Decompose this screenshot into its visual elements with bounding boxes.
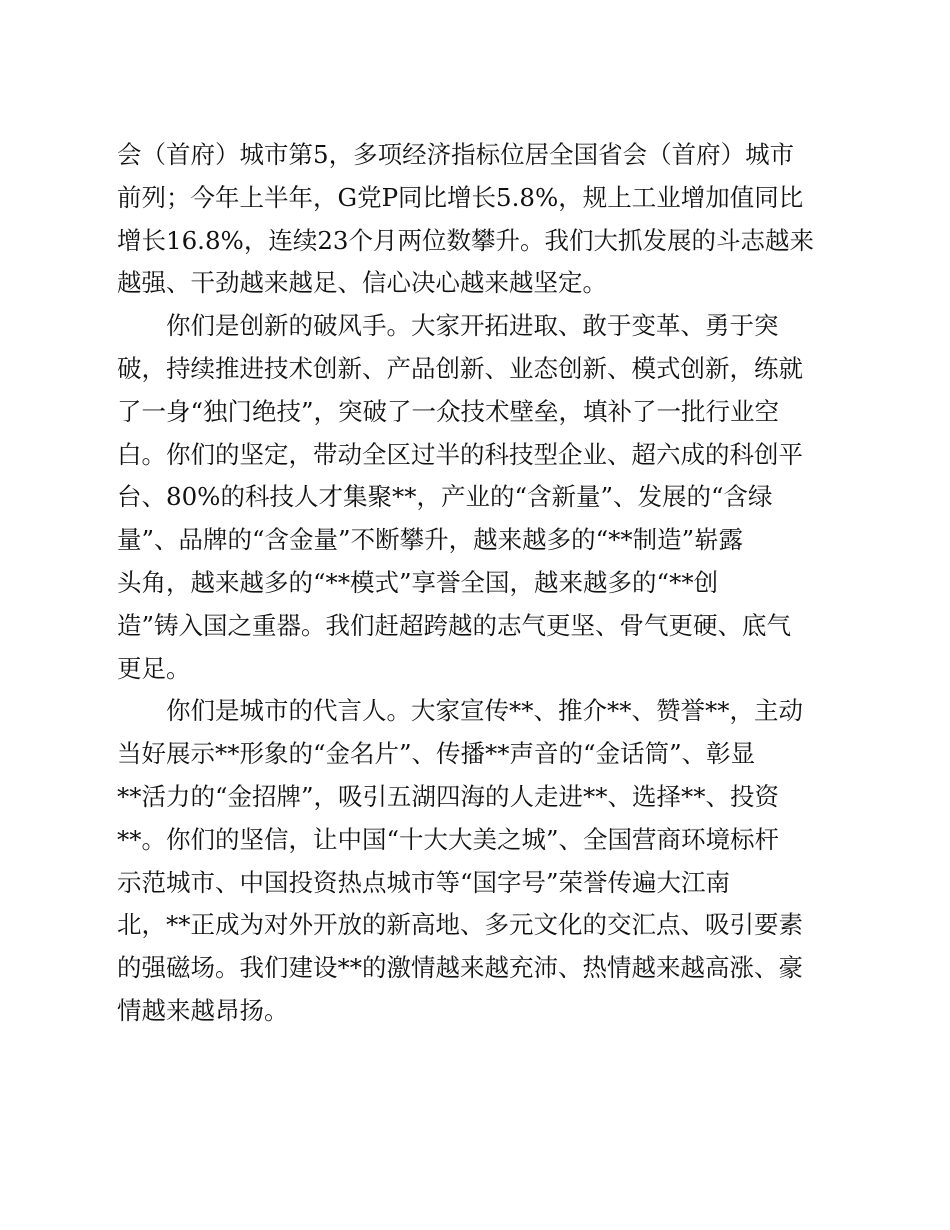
text-line: 增长16.8%，连续23个月两位数攀升。我们大抓发展的斗志越来 — [117, 225, 815, 255]
text-line: 头角，越来越多的“**模式”享誉全国，越来越多的“**创 — [117, 567, 719, 597]
text-line: 的强磁场。我们建设**的激情越来越充沛、热情越来越高涨、豪 — [117, 953, 803, 983]
text-line: 破，持续推进技术创新、产品创新、业态创新、模式创新，练就 — [117, 353, 803, 383]
text-line: 你们是创新的破风手。大家开拓进取、敢于变革、勇于突 — [166, 311, 779, 341]
text-line: 白。你们的坚定，带动全区过半的科技型企业、超六成的科创平 — [117, 439, 803, 469]
paragraph-1 — [117, 134, 817, 305]
text-line: 更足。 — [117, 653, 191, 683]
text-line: 你们是城市的代言人。大家宣传**、推介**、赞誉**，主动 — [166, 696, 803, 726]
text-line: 北，**正成为对外开放的新高地、多元文化的交汇点、吸引要素 — [117, 910, 803, 940]
paragraph-2 — [117, 305, 817, 690]
text-line: 越强、干劲越来越足、信心决心越来越坚定。 — [117, 268, 607, 298]
text-line: **活力的“金招牌”，吸引五湖四海的人走进**、选择**、投资 — [117, 781, 780, 811]
text-line: 台、80%的科技人才集聚**，产业的“含新量”、发展的“含绿 — [117, 482, 773, 512]
text-line: 当好展示**形象的“金名片”、传播**声音的“金话筒”、彰显 — [117, 739, 756, 769]
text-line: 情越来越昂扬。 — [117, 995, 289, 1025]
body-text — [117, 134, 817, 1033]
paragraph-3 — [117, 690, 817, 1032]
text-line: 造”铸入国之重器。我们赶超跨越的志气更坚、骨气更硬、底气 — [117, 610, 792, 640]
text-line: 前列；今年上半年，G党P同比增长5.8%，规上工业增加值同比 — [117, 182, 804, 212]
text-line: 了一身“独门绝技”，突破了一众技术壁垒，填补了一批行业空 — [117, 396, 780, 426]
text-line: 量”、品牌的“含金量”不断攀升，越来越多的“**制造”崭露 — [117, 525, 744, 555]
text-line: 示范城市、中国投资热点城市等“国字号”荣誉传遍大江南 — [117, 867, 731, 897]
text-line: **。你们的坚信，让中国“十大大美之城”、全国营商环境标杆 — [117, 824, 780, 854]
text-line: 会（首府）城市第5，多项经济指标位居全国省会（首府）城市 — [117, 140, 795, 169]
